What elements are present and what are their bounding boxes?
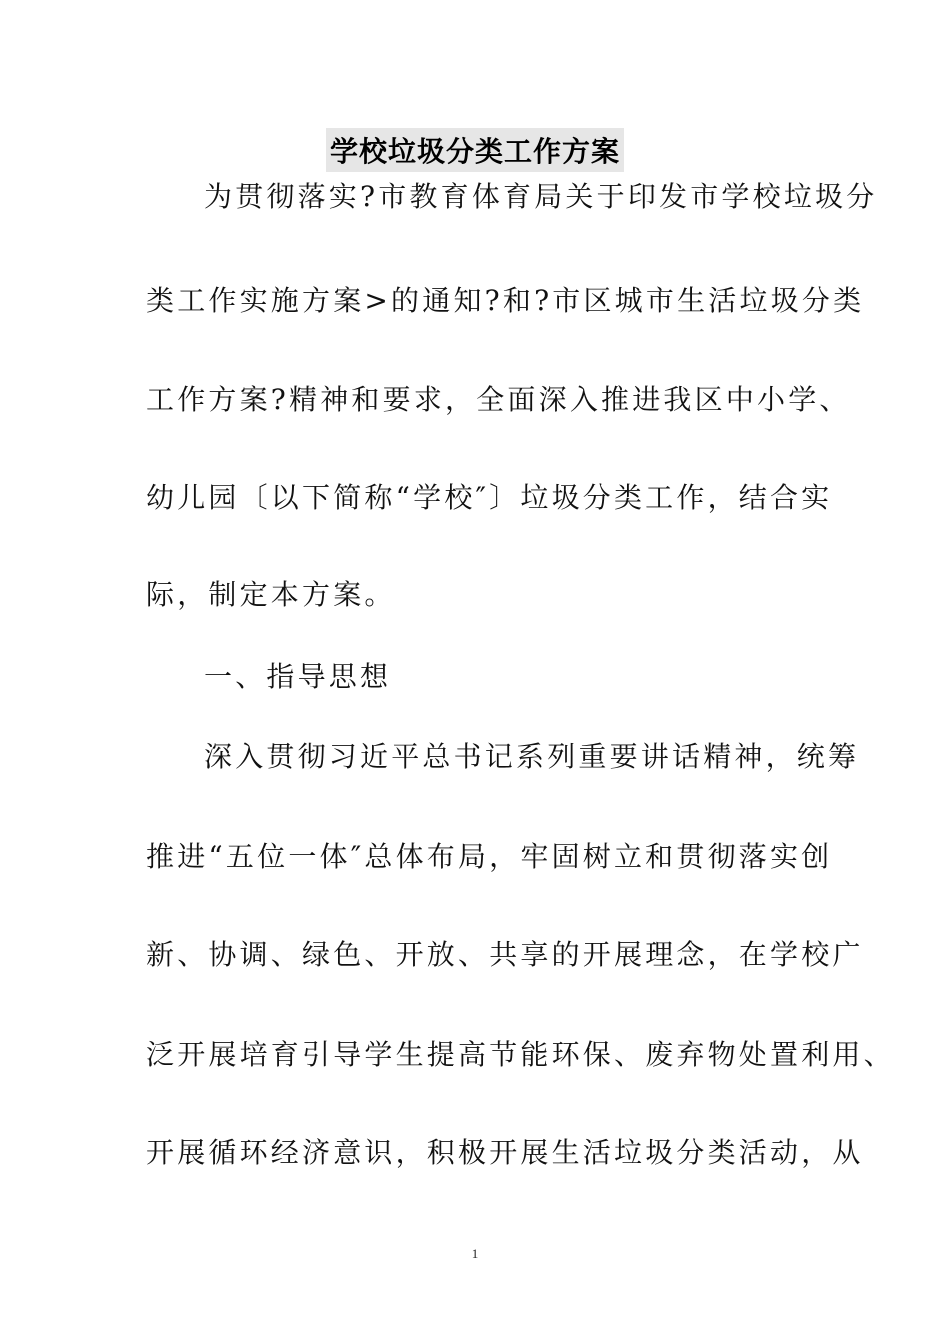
paragraph-line: 为贯彻落实?市教育体育局关于印发市学校垃圾分 [204,180,878,213]
paragraph-line: 类工作实施方案>的通知?和?市区城市生活垃圾分类 [146,284,865,317]
paragraph-line: 泛开展培育引导学生提高节能环保、废弃物处置利用、 [146,1038,895,1071]
section-heading: 一、指导思想 [204,660,392,693]
paragraph-line: 推进“五位一体″总体布局，牢固树立和贯彻落实创 [146,840,833,873]
document-title-wrapper [0,128,950,172]
paragraph-line: 幼儿园〔以下简称“学校″〕垃圾分类工作，结合实 [146,481,833,514]
paragraph-line: 工作方案?精神和要求，全面深入推进我区中小学、 [146,383,851,416]
paragraph-line: 新、协调、绿色、开放、共享的开展理念，在学校广 [146,938,864,971]
paragraph-line: 深入贯彻习近平总书记系列重要讲话精神，统筹 [204,740,860,773]
page-number: 1 [471,1246,479,1261]
document-title: 学校垃圾分类工作方案 [326,128,624,172]
paragraph-line: 开展循环经济意识，积极开展生活垃圾分类活动，从 [146,1136,864,1169]
paragraph-line: 际，制定本方案。 [146,578,396,611]
